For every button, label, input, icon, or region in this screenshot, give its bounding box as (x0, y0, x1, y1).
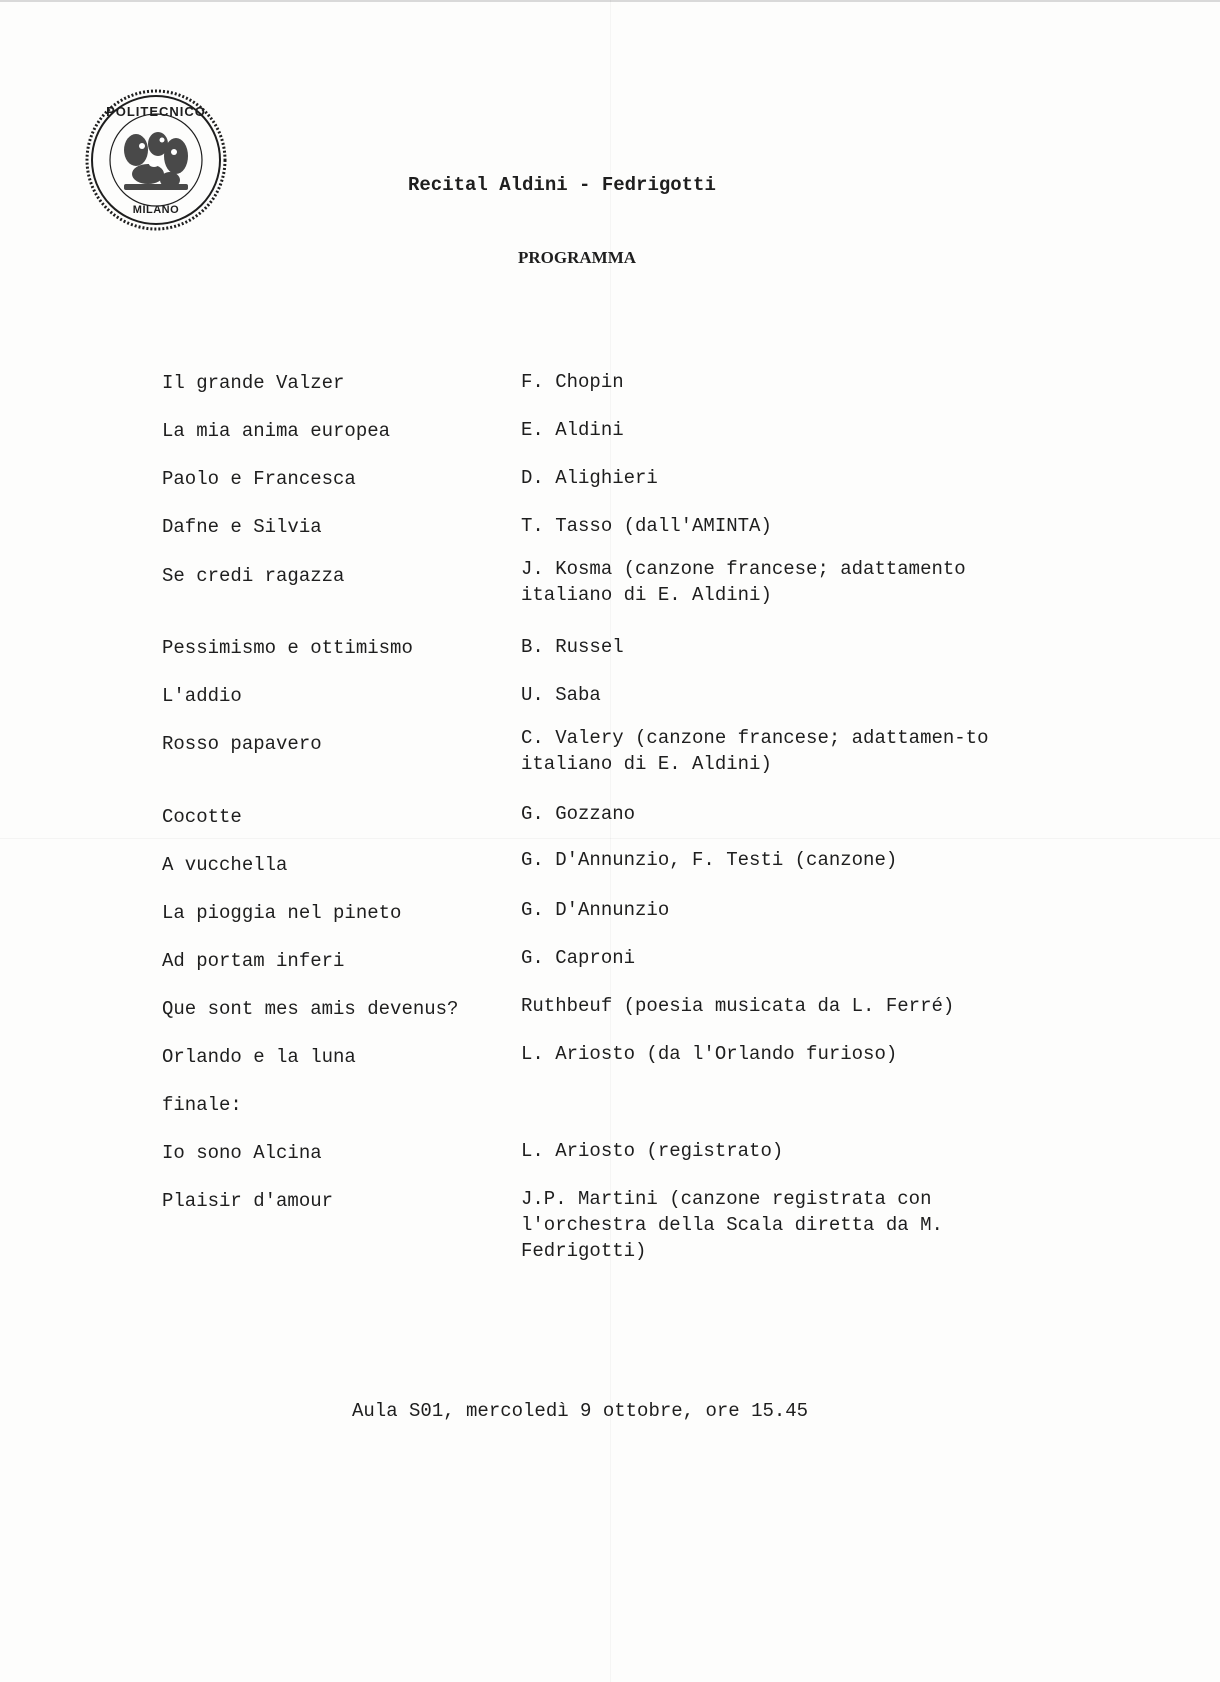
piece-author: B. Russel (521, 636, 624, 658)
piece-author: J.P. Martini (canzone registrata con l'orchestra della Scala diretta da M. Fedrigotti) (521, 1188, 943, 1262)
piece-author: L. Ariosto (registrato) (521, 1140, 784, 1162)
politecnico-seal-logo (84, 88, 228, 232)
piece-author: G. D'Annunzio, F. Testi (canzone) (521, 849, 898, 871)
piece-author: G. Gozzano (521, 803, 636, 825)
piece-author: E. Aldini (521, 419, 624, 441)
piece-author: F. Chopin (521, 371, 624, 393)
piece-title: Cocotte (162, 806, 242, 828)
piece-author: G. D'Annunzio (521, 899, 670, 921)
piece-title: Ad portam inferi (162, 950, 345, 972)
piece-title: La pioggia nel pineto (162, 902, 402, 924)
piece-title: finale: (162, 1094, 242, 1116)
piece-title: Io sono Alcina (162, 1142, 322, 1164)
piece-author: Ruthbeuf (poesia musicata da L. Ferré) (521, 995, 955, 1017)
piece-author: C. Valery (canzone francese; adattamen-to italiano di E. Aldini) (521, 727, 989, 775)
piece-title: Paolo e Francesca (162, 468, 356, 490)
seal-bottom-text: MILANO (132, 204, 180, 216)
program-heading: PROGRAMMA (518, 248, 637, 267)
piece-title: Orlando e la luna (162, 1046, 356, 1068)
piece-title: Dafne e Silvia (162, 516, 322, 538)
piece-title: Se credi ragazza (162, 565, 345, 587)
piece-author: T. Tasso (dall'AMINTA) (521, 515, 772, 537)
recital-title: Recital Aldini - Fedrigotti (408, 174, 716, 196)
piece-author: L. Ariosto (da l'Orlando furioso) (521, 1043, 898, 1065)
piece-title: Que sont mes amis devenus? (162, 998, 459, 1020)
piece-title: Pessimismo e ottimismo (162, 637, 413, 659)
piece-author: J. Kosma (canzone francese; adattamento italiano di E. Aldini) (521, 558, 966, 606)
piece-title: Il grande Valzer (162, 372, 345, 394)
piece-author: G. Caproni (521, 947, 636, 969)
venue-date-time: Aula S01, mercoledì 9 ottobre, ore 15.45 (352, 1400, 809, 1422)
piece-author: U. Saba (521, 684, 601, 706)
seal-top-text: POLITECNICO (106, 104, 206, 119)
piece-title: Plaisir d'amour (162, 1190, 334, 1212)
piece-title: A vucchella (162, 854, 288, 876)
piece-title: L'addio (162, 685, 242, 707)
piece-title: Rosso papavero (162, 733, 322, 755)
piece-author: D. Alighieri (521, 467, 658, 489)
piece-title: La mia anima europea (162, 420, 391, 442)
